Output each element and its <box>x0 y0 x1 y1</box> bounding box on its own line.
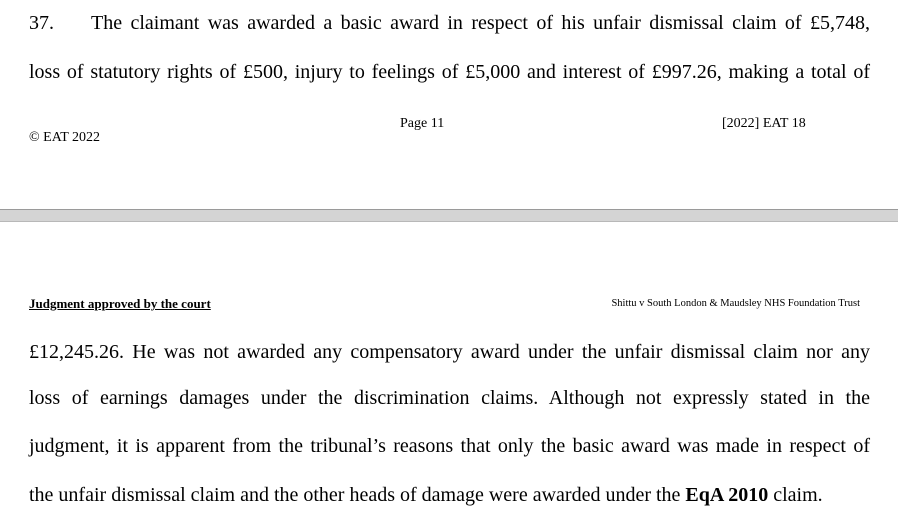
footer-page-number: Page 11 <box>400 116 445 131</box>
body-line-4-text-end: claim. <box>768 484 823 506</box>
statute-reference: EqA 2010 <box>685 484 769 506</box>
page-separator <box>0 209 898 222</box>
document-page-11 <box>0 0 898 209</box>
paragraph-37-line-1 <box>29 11 870 35</box>
body-line-1: £12,245.26. He was not awarded any compensatory award under the unfair dismissal claim nor any <box>29 341 870 363</box>
footer-citation: [2022] EAT 18 <box>722 116 806 131</box>
paragraph-37-line-1-text: The claimant was awarded a basic award in respect of his unfair dismissal claim of £5,748, <box>91 12 870 34</box>
body-line-4 <box>29 483 870 507</box>
header-case-name: Shittu v South London & Maudsley NHS Foundation Trust <box>611 298 860 309</box>
body-line-4-text-start: the unfair dismissal claim and the other heads of damage were awarded under the <box>29 484 686 506</box>
body-line-3: judgment, it is apparent from the tribunal’s reasons that only the basic award was made in respect of <box>29 435 870 457</box>
header-judgment-approved: Judgment approved by the court <box>29 296 211 311</box>
document-page-12 <box>0 222 898 523</box>
paragraph-37-line-2: loss of statutory rights of £500, injury to feelings of £5,000 and interest of £997.26, making a total of <box>29 61 870 83</box>
body-line-2: loss of earnings damages under the discrimination claims. Although not expressly stated in the <box>29 387 870 409</box>
paragraph-number: 37. <box>29 12 54 34</box>
footer-copyright: © EAT 2022 <box>29 130 101 145</box>
